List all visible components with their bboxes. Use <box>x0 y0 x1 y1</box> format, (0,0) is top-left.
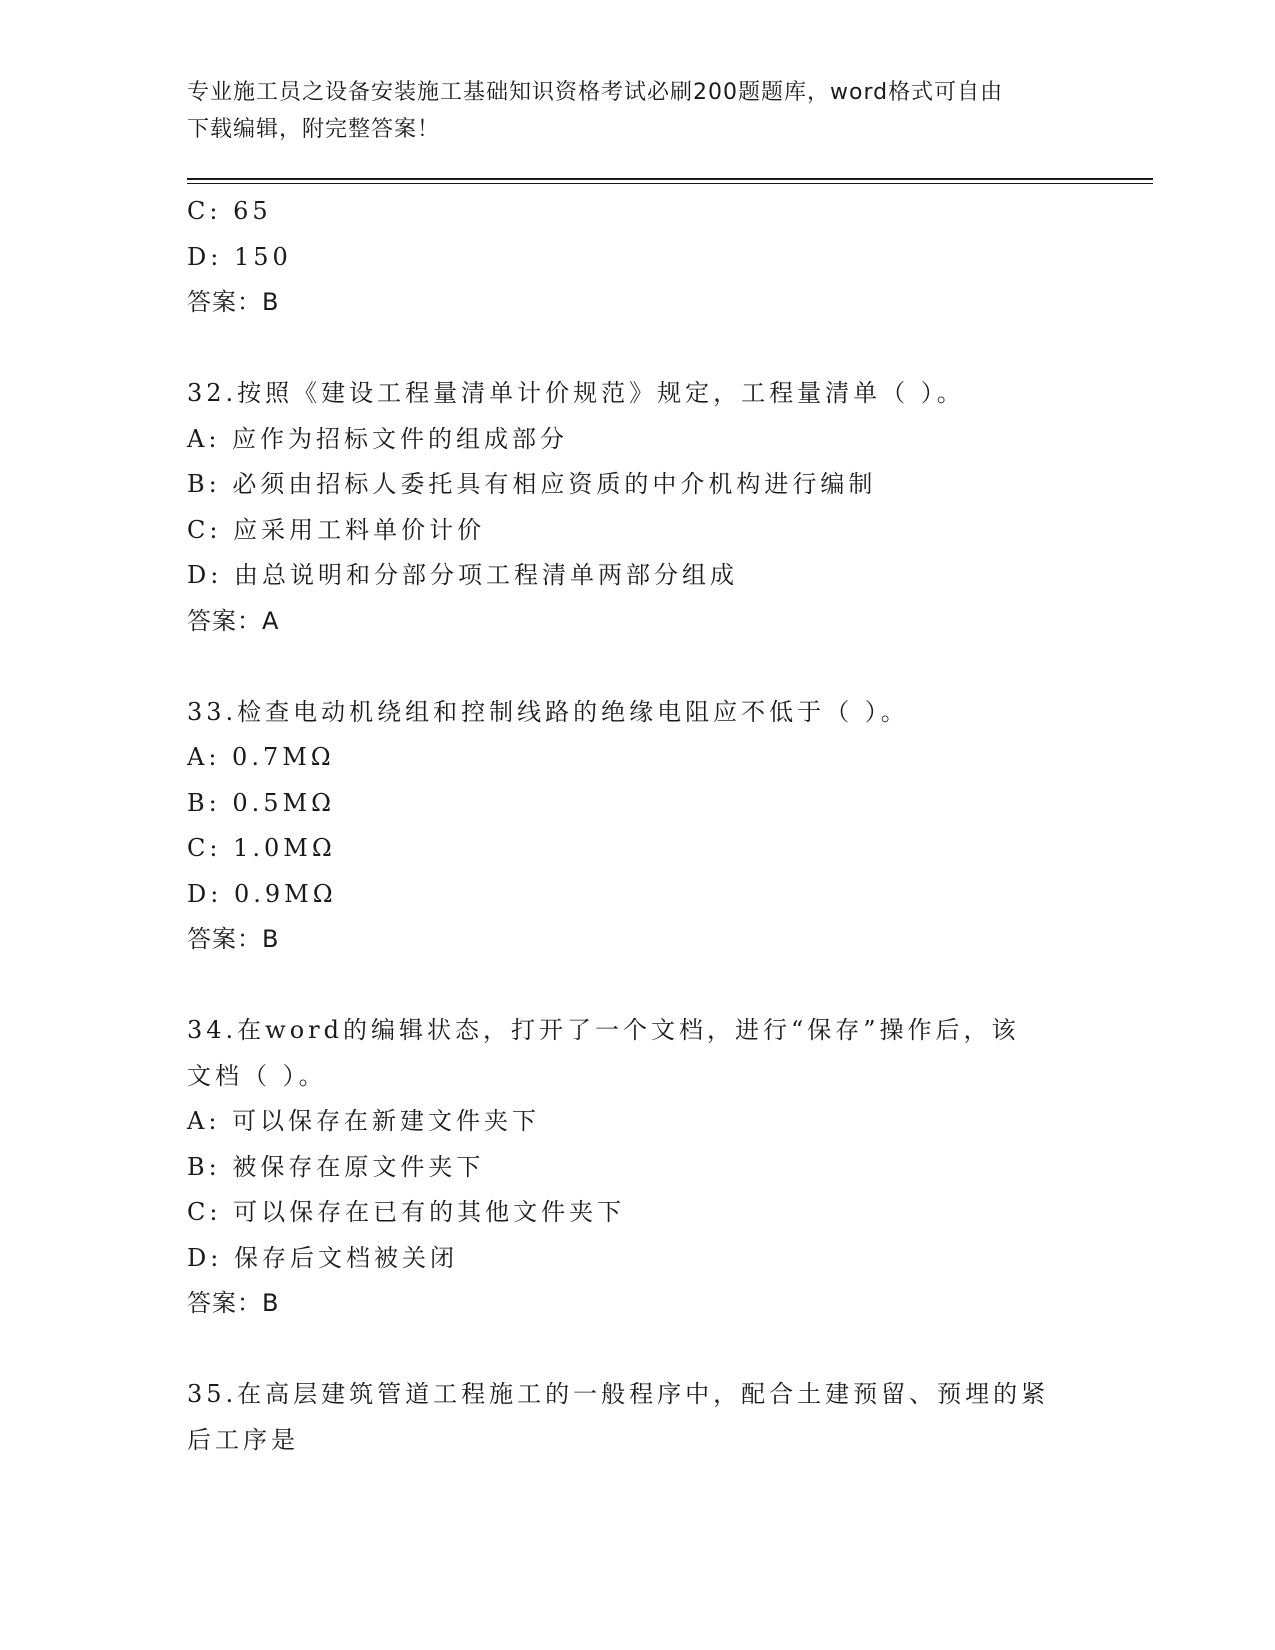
header-divider-thin <box>187 183 1153 184</box>
header-divider-thick <box>187 178 1153 180</box>
option-c: C: 65 <box>187 197 272 225</box>
question-list <box>187 189 1087 1463</box>
option-a: A: 应作为招标文件的组成部分 <box>187 424 569 453</box>
document-header <box>187 74 1067 148</box>
question-33 <box>187 690 1087 963</box>
question-32 <box>187 371 1087 644</box>
answer-line: 答案：A <box>187 606 280 635</box>
option-d: D: 由总说明和分部分项工程清单两部分组成 <box>187 561 738 589</box>
option-c: C: 1.0MΩ <box>187 834 336 862</box>
header-title-line-2: 下载编辑，附完整答案！ <box>187 117 441 142</box>
answer-line: 答案：B <box>187 288 280 316</box>
spacer <box>187 963 1087 1009</box>
option-a: A: 0.7MΩ <box>187 743 335 771</box>
question-stem-line-1: 34.在word的编辑状态，打开了一个文档，进行“保存”操作后，该 <box>187 1016 1020 1044</box>
question-34 <box>187 1008 1087 1327</box>
question-stem-line-1: 35.在高层建筑管道工程施工的一般程序中，配合土建预留、预埋的紧 <box>187 1380 1050 1408</box>
question-35 <box>187 1372 1087 1463</box>
option-d: D: 0.9MΩ <box>187 879 337 908</box>
option-b: B: 被保存在原文件夹下 <box>187 1152 485 1181</box>
answer-line: 答案：B <box>187 925 280 953</box>
option-b: B: 必须由招标人委托具有相应资质的中介机构进行编制 <box>187 470 877 498</box>
option-c: C: 应采用工料单价计价 <box>187 515 486 544</box>
option-c: C: 可以保存在已有的其他文件夹下 <box>187 1198 626 1226</box>
spacer <box>187 326 1087 372</box>
spacer <box>187 1327 1087 1373</box>
question-stem: 33.检查电动机绕组和控制线路的绝缘电阻应不低于（ ）。 <box>187 697 909 726</box>
spacer <box>187 644 1087 690</box>
question-stem: 32.按照《建设工程量清单计价规范》规定，工程量清单（ ）。 <box>187 379 965 407</box>
option-d: D: 保存后文档被关闭 <box>187 1243 458 1272</box>
option-a: A: 可以保存在新建文件夹下 <box>187 1107 541 1135</box>
question-stem-line-2: 后工序是 <box>187 1425 299 1454</box>
option-b: B: 0.5MΩ <box>187 788 335 817</box>
option-d: D: 150 <box>187 242 292 271</box>
question-stem-line-2: 文档（ ）。 <box>187 1061 327 1090</box>
answer-line: 答案：B <box>187 1289 280 1317</box>
question-31 <box>187 189 1087 326</box>
header-title-line-1: 专业施工员之设备安装施工基础知识资格考试必刷200题题库，word格式可自由 <box>187 80 1004 105</box>
